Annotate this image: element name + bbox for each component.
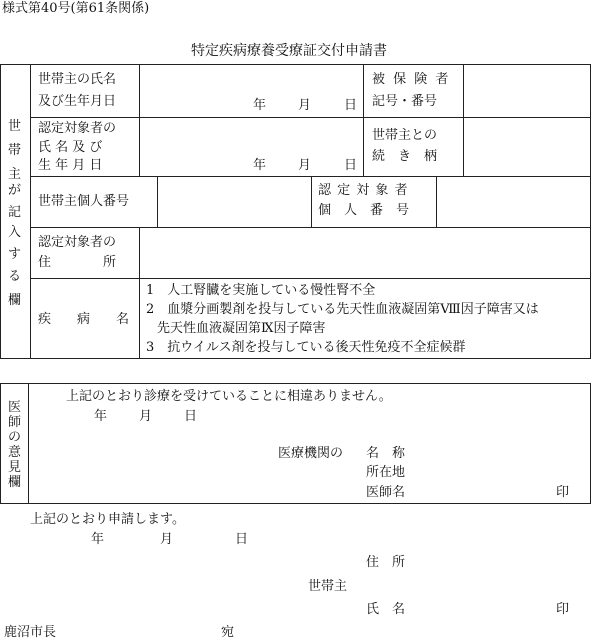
certified-person-field[interactable] <box>140 118 362 175</box>
institution-label: 医療機関の <box>278 446 344 461</box>
householder-name-label: 及び生年月日 <box>38 94 117 109</box>
date-day: 日 <box>344 98 358 113</box>
certified-person-label: 氏 名 及 び <box>38 140 103 155</box>
date-month: 月 <box>298 158 312 173</box>
side-char: 記 <box>8 205 22 220</box>
side-char: が <box>8 183 22 198</box>
disease-option[interactable]: 3 抗ウイルス剤を投与している後天性免疫不全症候群 <box>146 340 466 355</box>
institution-address-label: 所在地 <box>366 465 406 480</box>
date-day: 日 <box>235 532 249 547</box>
side-char: 主 <box>8 167 22 182</box>
householder-id-label: 世帯主個人番号 <box>38 194 130 209</box>
certified-id-label: 個 人 番 号 <box>318 203 410 218</box>
insured-number-field[interactable] <box>464 65 590 176</box>
disease-label: 疾 病 名 <box>38 312 130 327</box>
side-char: 見 <box>8 460 22 475</box>
side-char: る <box>8 269 22 284</box>
side-char: 世 <box>8 119 22 134</box>
form-title: 特定疾病療養受療証交付申請書 <box>191 43 387 59</box>
disease-option-continued: 先天性血液凝固第Ⅸ因子障害 <box>157 321 326 336</box>
side-char: の <box>8 430 22 445</box>
side-char: 帯 <box>8 143 22 158</box>
certified-person-label: 生 年 月 日 <box>38 158 103 173</box>
application-statement: 上記のとおり申請します。 <box>30 512 185 527</box>
certified-person-label: 認定対象者の <box>38 121 117 136</box>
certified-id-field[interactable] <box>437 177 590 226</box>
date-month: 月 <box>160 532 174 547</box>
householder-name-label: 世帯主の氏名 <box>38 72 117 87</box>
doctor-name-label: 医師名 <box>366 485 406 500</box>
applicant-name-label: 氏 名 <box>366 602 406 617</box>
institution-name-label: 名 称 <box>366 446 406 461</box>
seal-mark: 印 <box>556 485 570 500</box>
date-year: 年 <box>253 98 267 113</box>
date-year: 年 <box>91 532 105 547</box>
side-char: 欄 <box>8 475 22 490</box>
householder-name-field[interactable] <box>140 65 362 116</box>
relationship-label: 続 き 柄 <box>372 149 438 164</box>
certified-address-field[interactable] <box>140 228 590 277</box>
date-day: 日 <box>184 409 198 424</box>
insured-number-label: 被 保 険 者 <box>372 72 451 87</box>
householder-id-field[interactable] <box>158 177 310 226</box>
side-char: す <box>8 247 22 262</box>
insured-number-label: 記号・番号 <box>372 94 438 109</box>
date-day: 日 <box>344 158 358 173</box>
doctor-statement: 上記のとおり診療を受けていることに相違ありません。 <box>66 389 392 404</box>
honorific: 宛 <box>221 625 235 640</box>
side-char: 師 <box>8 415 22 430</box>
certified-address-label: 住 所 <box>38 255 117 270</box>
relationship-label: 世帯主との <box>372 128 438 143</box>
certified-id-label: 認 定 対 象 者 <box>318 183 409 198</box>
addressee: 鹿沼市長 <box>4 625 57 640</box>
side-char: 医 <box>8 400 22 415</box>
householder-label: 世帯主 <box>308 579 348 594</box>
seal-mark: 印 <box>556 602 570 617</box>
side-char: 意 <box>8 445 22 460</box>
date-year: 年 <box>94 409 108 424</box>
date-year: 年 <box>253 158 267 173</box>
disease-option[interactable]: 2 血漿分画製剤を投与している先天性血液凝固第Ⅷ因子障害又は <box>146 302 539 317</box>
certified-address-label: 認定対象者の <box>38 235 117 250</box>
applicant-address-label: 住 所 <box>366 555 406 570</box>
date-month: 月 <box>298 98 312 113</box>
form-number: 様式第40号(第61条関係) <box>2 1 150 16</box>
side-char: 欄 <box>8 293 22 308</box>
disease-option[interactable]: 1 人工腎臓を実施している慢性腎不全 <box>146 283 376 298</box>
side-char: 入 <box>8 225 22 240</box>
date-month: 月 <box>139 409 153 424</box>
